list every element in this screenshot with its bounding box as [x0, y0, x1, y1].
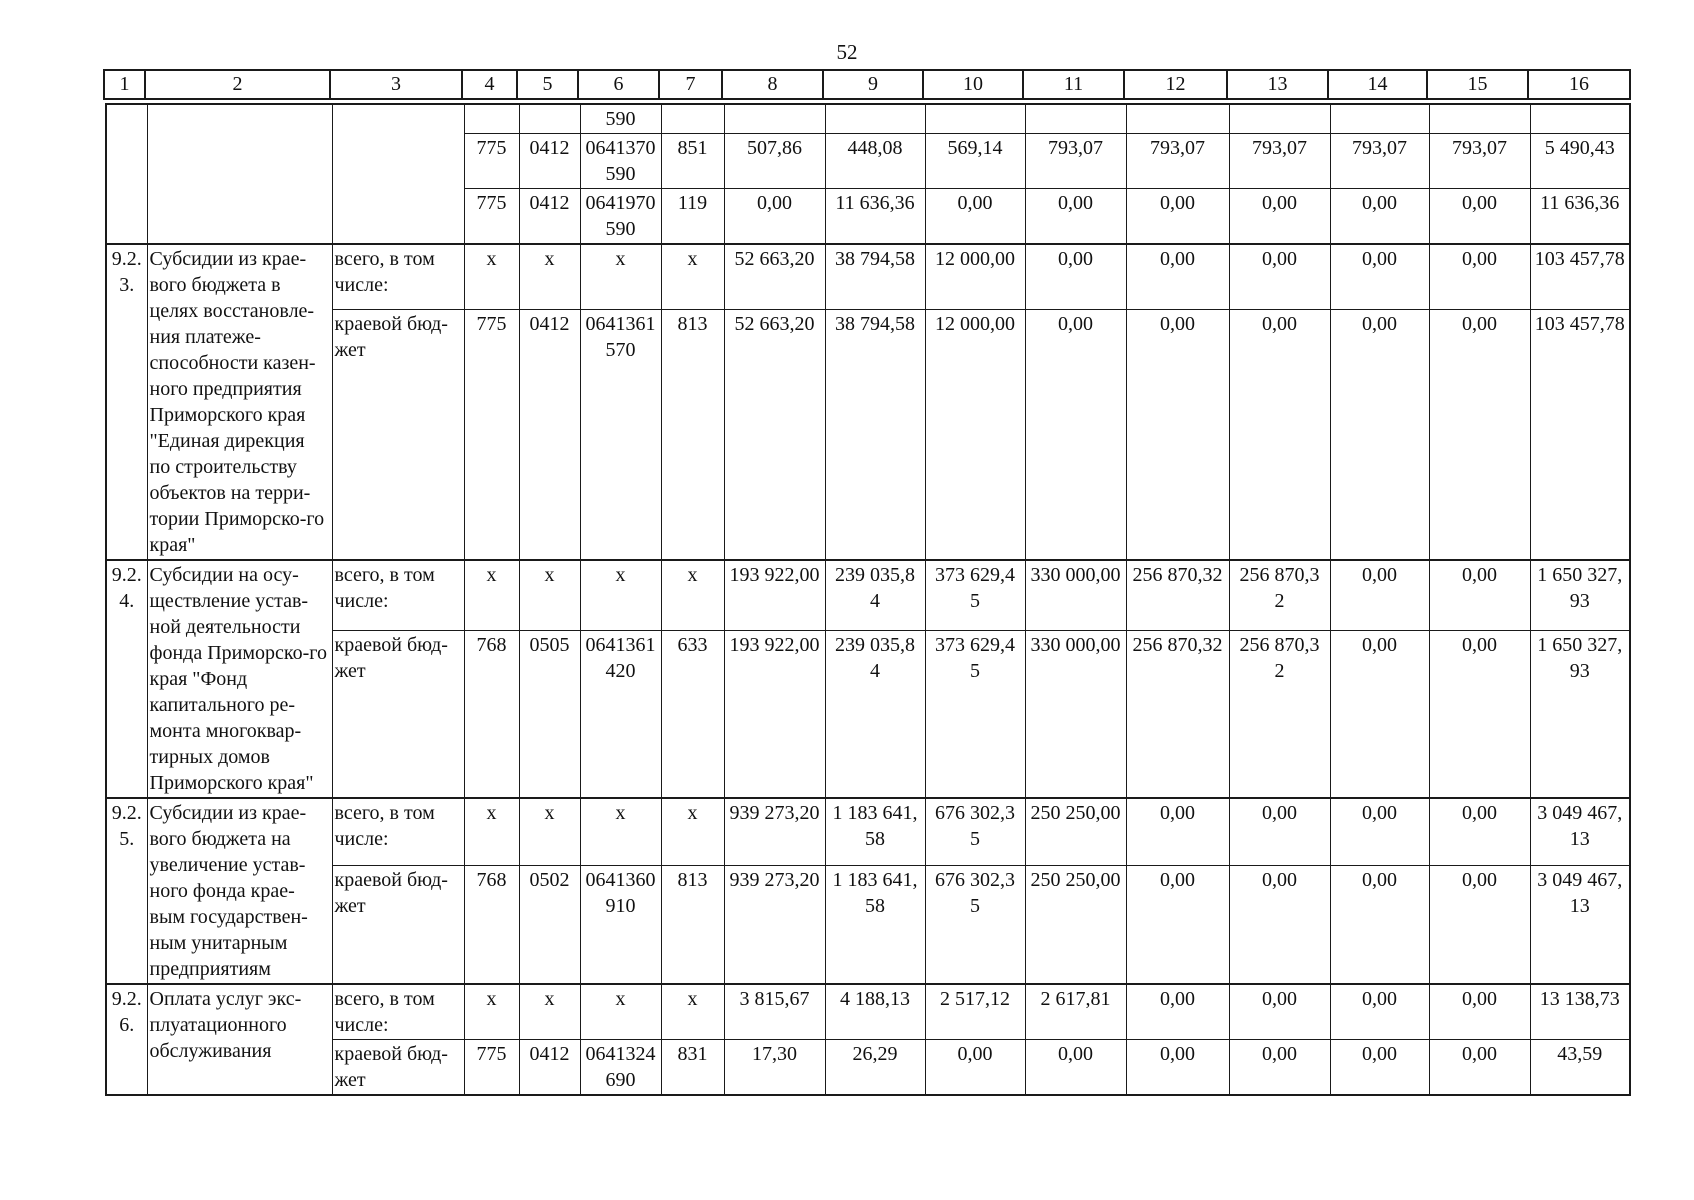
value-col-15: 0,00	[1429, 560, 1530, 631]
code-col-7: x	[661, 984, 724, 1040]
value-col-12: 256 870,32	[1126, 560, 1229, 631]
value-col-10: 373 629,4 5	[925, 631, 1025, 798]
code-col-7: 831	[661, 1040, 724, 1096]
value-col-10: 2 517,12	[925, 984, 1025, 1040]
code-col-5: 0505	[519, 631, 580, 798]
header-row	[104, 70, 1630, 99]
value-col-14	[1330, 104, 1429, 134]
value-col-12: 0,00	[1126, 1040, 1229, 1096]
value-col-11	[1025, 104, 1126, 134]
value-col-9: 1 183 641, 58	[825, 866, 925, 984]
value-col-11: 250 250,00	[1025, 798, 1126, 866]
code-col-4: 768	[464, 631, 519, 798]
code-col-7: x	[661, 560, 724, 631]
value-col-11: 0,00	[1025, 310, 1126, 560]
value-col-12: 793,07	[1126, 134, 1229, 189]
value-col-13: 0,00	[1229, 244, 1330, 310]
code-col-4: 768	[464, 866, 519, 984]
table-row-total	[106, 560, 1630, 631]
code-col-7: x	[661, 798, 724, 866]
header-col-7: 7	[659, 70, 722, 99]
code-col-6: 0641361 420	[580, 631, 661, 798]
code-col-6: x	[580, 984, 661, 1040]
code-col-5	[519, 104, 580, 134]
value-col-16: 103 457,78	[1530, 310, 1630, 560]
header-col-11: 11	[1023, 70, 1124, 99]
value-col-15: 0,00	[1429, 1040, 1530, 1096]
code-col-6: 0641370 590	[580, 134, 661, 189]
header-col-10: 10	[923, 70, 1023, 99]
value-col-9: 4 188,13	[825, 984, 925, 1040]
header-col-14: 14	[1328, 70, 1427, 99]
value-col-16: 11 636,36	[1530, 189, 1630, 245]
value-col-14: 0,00	[1330, 631, 1429, 798]
value-col-16: 3 049 467, 13	[1530, 866, 1630, 984]
value-col-14: 0,00	[1330, 1040, 1429, 1096]
value-col-9: 38 794,58	[825, 310, 925, 560]
code-col-7: 813	[661, 866, 724, 984]
value-col-13: 0,00	[1229, 798, 1330, 866]
value-col-15: 0,00	[1429, 310, 1530, 560]
code-col-4: 775	[464, 1040, 519, 1096]
header-col-15: 15	[1427, 70, 1528, 99]
code-col-5: x	[519, 798, 580, 866]
value-col-16: 1 650 327, 93	[1530, 560, 1630, 631]
value-col-10: 676 302,3 5	[925, 866, 1025, 984]
funding-source-total: всего, в том числе:	[332, 244, 464, 310]
table-row-regional	[106, 310, 1630, 560]
value-col-9: 11 636,36	[825, 189, 925, 245]
value-col-16: 1 650 327, 93	[1530, 631, 1630, 798]
value-col-13: 256 870,3 2	[1229, 631, 1330, 798]
table-row-total	[106, 244, 1630, 310]
row-number: 9.2. 4.	[106, 560, 147, 798]
funding-source-regional: краевой бюд-жет	[332, 1040, 464, 1096]
value-col-13	[1229, 104, 1330, 134]
value-col-9	[825, 104, 925, 134]
value-col-15: 0,00	[1429, 631, 1530, 798]
value-col-14: 0,00	[1330, 984, 1429, 1040]
row-name: Субсидии из крае-вого бюджета на увеличение устав-ного фонда крае-вым государствен-ным унитарным предприятиям	[147, 798, 332, 984]
table-row-regional	[106, 631, 1630, 798]
code-col-4: 775	[464, 134, 519, 189]
code-col-4: 775	[464, 310, 519, 560]
value-col-14: 0,00	[1330, 310, 1429, 560]
value-col-13: 0,00	[1229, 866, 1330, 984]
value-col-16	[1530, 104, 1630, 134]
code-col-5: 0412	[519, 189, 580, 245]
value-col-11: 0,00	[1025, 244, 1126, 310]
row-number	[106, 104, 147, 244]
code-col-5: 0412	[519, 1040, 580, 1096]
code-col-4: x	[464, 560, 519, 631]
value-col-12: 0,00	[1126, 798, 1229, 866]
value-col-13: 0,00	[1229, 310, 1330, 560]
value-col-11: 330 000,00	[1025, 560, 1126, 631]
value-col-10: 569,14	[925, 134, 1025, 189]
table-row-regional	[106, 866, 1630, 984]
value-col-9: 26,29	[825, 1040, 925, 1096]
code-col-7: 851	[661, 134, 724, 189]
funding-source-regional: краевой бюд-жет	[332, 866, 464, 984]
value-col-9: 38 794,58	[825, 244, 925, 310]
funding-source-total: всего, в том числе:	[332, 560, 464, 631]
code-col-5: 0502	[519, 866, 580, 984]
value-col-14: 0,00	[1330, 189, 1429, 245]
value-col-10: 373 629,4 5	[925, 560, 1025, 631]
header-col-2: 2	[145, 70, 330, 99]
value-col-13: 793,07	[1229, 134, 1330, 189]
code-col-7: x	[661, 244, 724, 310]
code-col-4	[464, 104, 519, 134]
value-col-15: 793,07	[1429, 134, 1530, 189]
header-col-16: 16	[1528, 70, 1630, 99]
code-col-6: 0641970 590	[580, 189, 661, 245]
header-col-8: 8	[722, 70, 823, 99]
row-name	[147, 104, 332, 244]
code-col-5: 0412	[519, 310, 580, 560]
code-col-5: x	[519, 244, 580, 310]
table-row-regional	[106, 1040, 1630, 1096]
value-col-12: 256 870,32	[1126, 631, 1229, 798]
value-col-8: 52 663,20	[724, 244, 825, 310]
funding-source-regional: краевой бюд-жет	[332, 310, 464, 560]
value-col-8: 193 922,00	[724, 631, 825, 798]
value-col-10	[925, 104, 1025, 134]
code-col-6: 0641360 910	[580, 866, 661, 984]
code-col-6: 590	[580, 104, 661, 134]
value-col-15: 0,00	[1429, 244, 1530, 310]
funding-source-regional: краевой бюд-жет	[332, 631, 464, 798]
value-col-8: 939 273,20	[724, 798, 825, 866]
budget-table	[105, 103, 1631, 1096]
code-col-6: 0641361 570	[580, 310, 661, 560]
value-col-8: 52 663,20	[724, 310, 825, 560]
value-col-8	[724, 104, 825, 134]
code-col-4: x	[464, 984, 519, 1040]
code-col-4: 775	[464, 189, 519, 245]
code-col-6: x	[580, 244, 661, 310]
value-col-13: 256 870,3 2	[1229, 560, 1330, 631]
value-col-9: 239 035,8 4	[825, 560, 925, 631]
value-col-8: 3 815,67	[724, 984, 825, 1040]
header-col-6: 6	[578, 70, 659, 99]
code-col-7: 119	[661, 189, 724, 245]
funding-source-total: всего, в том числе:	[332, 984, 464, 1040]
row-number: 9.2. 6.	[106, 984, 147, 1095]
row-name: Субсидии из крае-вого бюджета в целях восстановле-ния платеже-способности казен-ного предприятия Приморского края "Единая дирекция по строительству объектов на терри-тории Приморско-го края"	[147, 244, 332, 560]
value-col-15: 0,00	[1429, 866, 1530, 984]
row-number: 9.2. 3.	[106, 244, 147, 560]
value-col-15	[1429, 104, 1530, 134]
value-col-10: 0,00	[925, 1040, 1025, 1096]
funding-source	[332, 104, 464, 244]
column-number-header	[103, 69, 1631, 100]
code-col-4: x	[464, 798, 519, 866]
value-col-11: 0,00	[1025, 1040, 1126, 1096]
value-col-15: 0,00	[1429, 984, 1530, 1040]
header-col-12: 12	[1124, 70, 1227, 99]
value-col-9: 239 035,8 4	[825, 631, 925, 798]
value-col-9: 448,08	[825, 134, 925, 189]
table-row	[106, 104, 1630, 134]
value-col-16: 103 457,78	[1530, 244, 1630, 310]
value-col-11: 2 617,81	[1025, 984, 1126, 1040]
value-col-15: 0,00	[1429, 798, 1530, 866]
value-col-8: 939 273,20	[724, 866, 825, 984]
row-name: Оплата услуг экс-плуатационного обслуживания	[147, 984, 332, 1095]
code-col-7	[661, 104, 724, 134]
code-col-7: 633	[661, 631, 724, 798]
value-col-14: 0,00	[1330, 798, 1429, 866]
value-col-14: 0,00	[1330, 560, 1429, 631]
value-col-13: 0,00	[1229, 1040, 1330, 1096]
value-col-13: 0,00	[1229, 984, 1330, 1040]
value-col-8: 0,00	[724, 189, 825, 245]
page-number: 52	[836, 40, 858, 64]
value-col-11: 250 250,00	[1025, 866, 1126, 984]
value-col-8: 17,30	[724, 1040, 825, 1096]
header-col-4: 4	[462, 70, 517, 99]
value-col-10: 0,00	[925, 189, 1025, 245]
value-col-14: 0,00	[1330, 244, 1429, 310]
value-col-12: 0,00	[1126, 244, 1229, 310]
value-col-13: 0,00	[1229, 189, 1330, 245]
table-row-total	[106, 798, 1630, 866]
value-col-8: 193 922,00	[724, 560, 825, 631]
value-col-12	[1126, 104, 1229, 134]
value-col-10: 676 302,3 5	[925, 798, 1025, 866]
row-name: Субсидии на осу-ществление устав-ной деятельности фонда Приморско-го края "Фонд капитального ре-монта многоквар-тирных домов Приморского края"	[147, 560, 332, 798]
code-col-5: x	[519, 984, 580, 1040]
code-col-7: 813	[661, 310, 724, 560]
value-col-15: 0,00	[1429, 189, 1530, 245]
code-col-5: 0412	[519, 134, 580, 189]
value-col-12: 0,00	[1126, 189, 1229, 245]
value-col-12: 0,00	[1126, 310, 1229, 560]
table-row-total	[106, 984, 1630, 1040]
value-col-16: 5 490,43	[1530, 134, 1630, 189]
value-col-16: 13 138,73	[1530, 984, 1630, 1040]
funding-source-total: всего, в том числе:	[332, 798, 464, 866]
header-col-1: 1	[104, 70, 145, 99]
value-col-11: 0,00	[1025, 189, 1126, 245]
code-col-4: x	[464, 244, 519, 310]
value-col-9: 1 183 641, 58	[825, 798, 925, 866]
value-col-14: 0,00	[1330, 866, 1429, 984]
value-col-10: 12 000,00	[925, 244, 1025, 310]
code-col-6: x	[580, 560, 661, 631]
code-col-5: x	[519, 560, 580, 631]
value-col-16: 3 049 467, 13	[1530, 798, 1630, 866]
value-col-11: 793,07	[1025, 134, 1126, 189]
value-col-16: 43,59	[1530, 1040, 1630, 1096]
value-col-12: 0,00	[1126, 866, 1229, 984]
row-number: 9.2. 5.	[106, 798, 147, 984]
header-col-9: 9	[823, 70, 923, 99]
header-col-13: 13	[1227, 70, 1328, 99]
value-col-14: 793,07	[1330, 134, 1429, 189]
value-col-12: 0,00	[1126, 984, 1229, 1040]
header-col-3: 3	[330, 70, 462, 99]
code-col-6: x	[580, 798, 661, 866]
value-col-8: 507,86	[724, 134, 825, 189]
value-col-10: 12 000,00	[925, 310, 1025, 560]
code-col-6: 0641324 690	[580, 1040, 661, 1096]
value-col-11: 330 000,00	[1025, 631, 1126, 798]
header-col-5: 5	[517, 70, 578, 99]
